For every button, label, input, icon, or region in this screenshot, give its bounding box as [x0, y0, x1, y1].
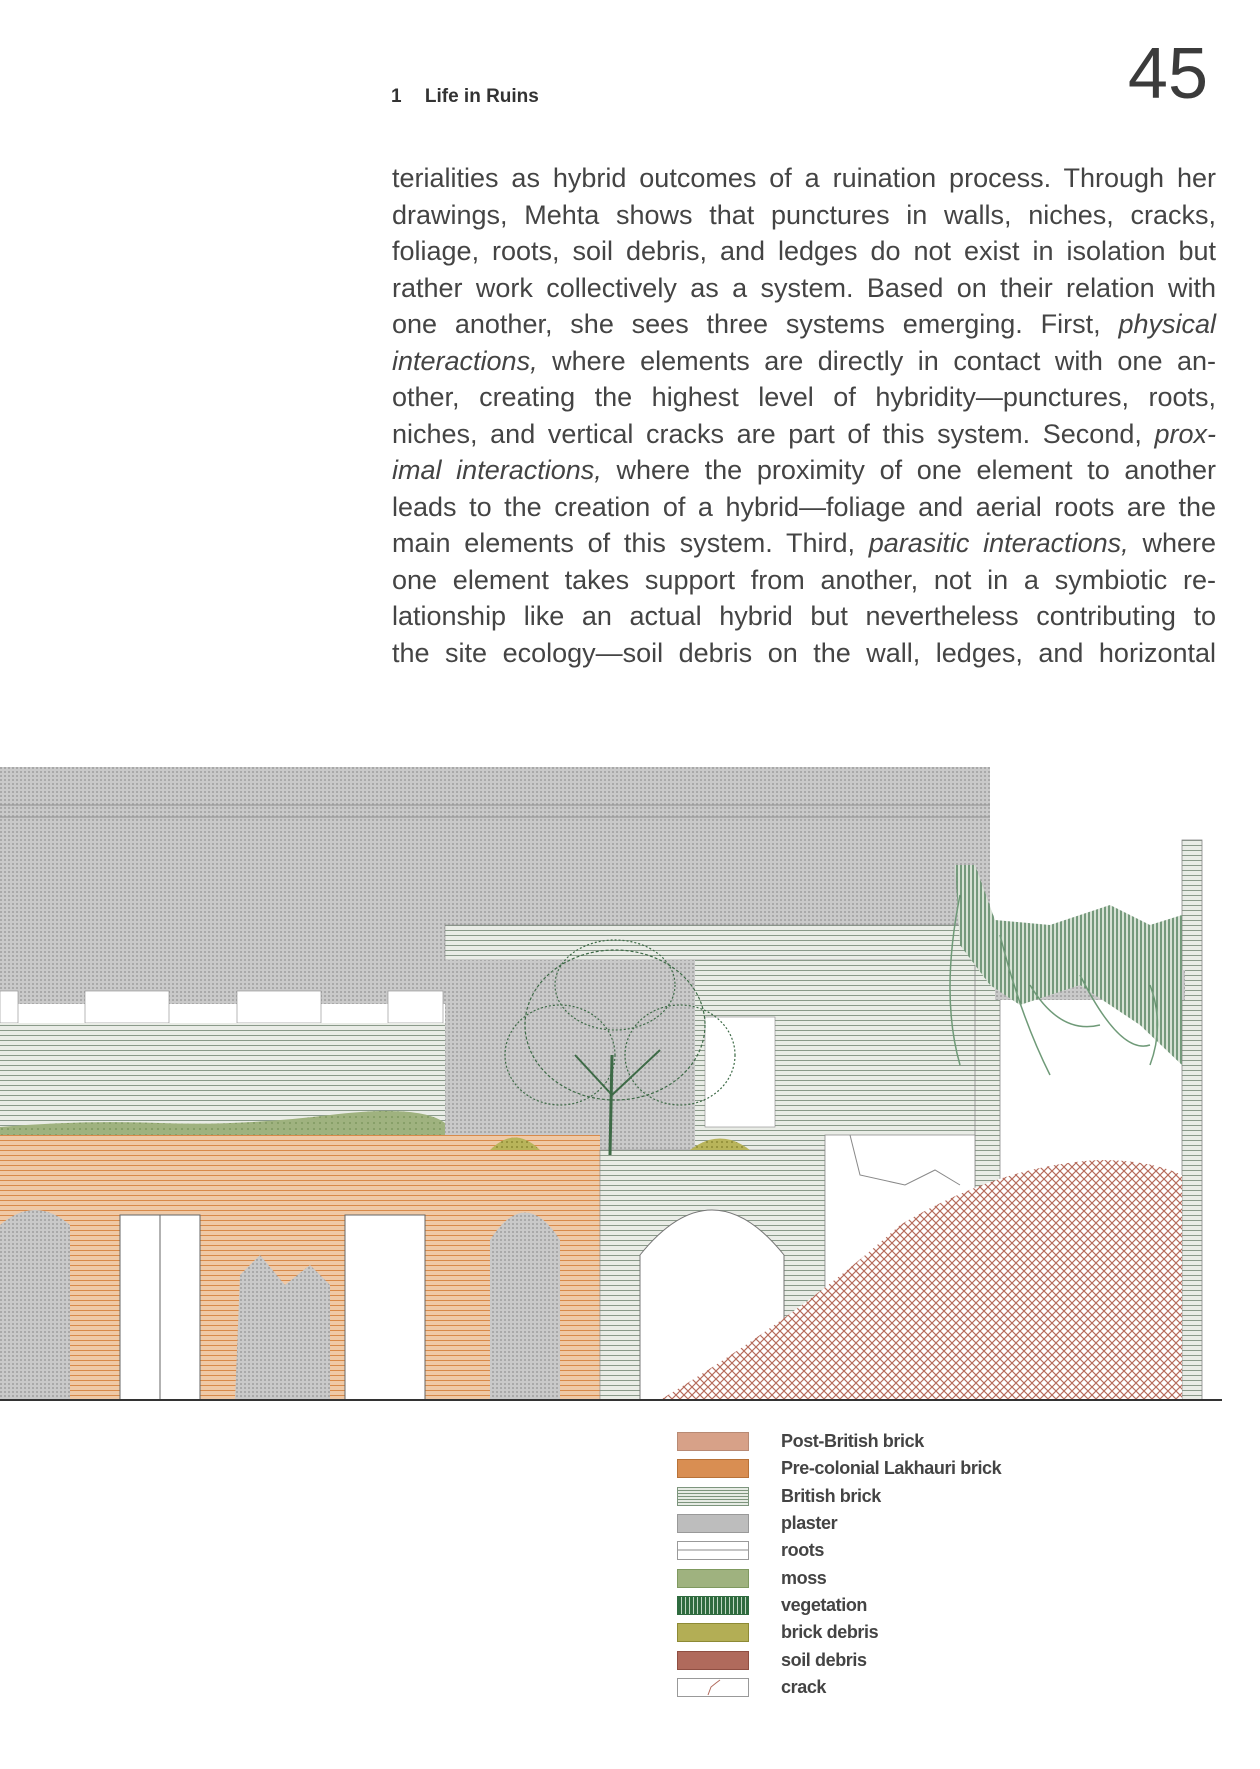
legend-item-lakhauri-brick: [677, 1455, 1001, 1482]
text-run: leads to the creation of a hybrid—foliage and aerial roots are the: [392, 491, 1216, 522]
text-run: the site ecology—soil debris on the wall, ledges, and horizontal: [392, 637, 1216, 668]
page-number: 45: [1127, 34, 1208, 114]
plaster-block: [445, 960, 695, 1150]
legend-label: brick debris: [781, 1622, 879, 1643]
legend-label: Post-British brick: [781, 1431, 924, 1452]
doorway: [345, 1215, 425, 1400]
ruin-elevation-drawing: [0, 755, 1260, 1415]
material-legend: [677, 1428, 1001, 1701]
text-run: rather work collectively as a system. Based on their relation with: [392, 272, 1216, 303]
text-line: [392, 598, 1216, 635]
text-line: [392, 562, 1216, 599]
legend-label: Pre-colonial Lakhauri brick: [781, 1458, 1002, 1479]
italic-term: interactions,: [392, 345, 538, 376]
arch-niche: [490, 1213, 560, 1401]
legend-label: vegetation: [781, 1594, 868, 1615]
brick-debris-swatch: [677, 1623, 749, 1642]
text-run: drawings, Mehta shows that punctures in walls, niches, cracks,: [392, 199, 1216, 230]
right-pillar: [1182, 840, 1202, 1400]
moss-swatch: [677, 1569, 749, 1588]
text-run: where elements are directly in contact with one an-: [537, 345, 1216, 376]
legend-label: plaster: [781, 1513, 838, 1534]
opening-white: [705, 1017, 775, 1127]
upper-plaster-wall: [0, 767, 990, 829]
text-run: one element takes support from another, not in a symbiotic re-: [392, 564, 1216, 595]
arch-niche: [0, 1210, 70, 1400]
text-line: [392, 233, 1216, 270]
text-run: one another, she sees three systems emerging. First,: [392, 309, 1119, 339]
text-line: [392, 379, 1216, 416]
running-header: [391, 86, 539, 108]
text-run: main elements of this system. Third,: [392, 528, 869, 558]
text-run: terialities as hybrid outcomes of a ruination process. Through her: [392, 163, 1216, 193]
legend-label: crack: [781, 1676, 827, 1697]
italic-term: physical: [1118, 309, 1216, 339]
legend-item-moss: [677, 1564, 1001, 1591]
window-opening: [237, 991, 321, 1023]
text-line: [392, 306, 1216, 343]
text-line: [392, 160, 1216, 197]
british-brick-block: [445, 925, 975, 960]
legend-item-vegetation: [677, 1592, 1001, 1619]
text-line: [392, 489, 1216, 526]
text-run: niches, and vertical cracks are part of this system. Second,: [392, 418, 1155, 449]
post-british-brick-swatch: [677, 1432, 749, 1451]
text-line: [392, 197, 1216, 234]
italic-term: prox-: [1154, 418, 1216, 449]
text-run: lationship like an actual hybrid but nevertheless contributing to: [392, 601, 1216, 631]
text-line: [392, 525, 1216, 562]
legend-item-soil-debris: [677, 1646, 1001, 1673]
text-run: where: [1128, 528, 1216, 558]
legend-item-crack: [677, 1674, 1001, 1701]
legend-item-british-brick: [677, 1483, 1001, 1510]
vegetation-swatch: [677, 1596, 749, 1615]
lakhauri-brick-swatch: [677, 1459, 749, 1478]
soil-debris-swatch: [677, 1651, 749, 1670]
body-paragraph: [392, 160, 1216, 671]
legend-label: roots: [781, 1540, 825, 1561]
legend-item-plaster: [677, 1510, 1001, 1537]
chapter-number: 1: [391, 86, 402, 107]
window-opening: [0, 991, 18, 1023]
british-brick-swatch: [677, 1487, 749, 1506]
text-line: [392, 270, 1216, 307]
legend-label: British brick: [781, 1485, 881, 1506]
chapter-title: Life in Ruins: [424, 86, 539, 107]
legend-item-brick-debris: [677, 1619, 1001, 1646]
legend-item-roots: [677, 1537, 1001, 1564]
window-opening: [85, 991, 169, 1023]
text-run: foliage, roots, soil debris, and ledges do not exist in isolation but: [392, 236, 1216, 266]
text-run: where the proximity of one element to another: [601, 455, 1216, 485]
text-run: other, creating the highest level of hybridity—punctures, roots,: [392, 382, 1216, 412]
legend-item-post-british-brick: [677, 1428, 1001, 1455]
window-opening: [388, 991, 443, 1023]
crack-swatch: [677, 1678, 749, 1697]
plaster-swatch: [677, 1514, 749, 1533]
italic-term: imal interactions,: [392, 455, 602, 485]
legend-label: soil debris: [781, 1649, 867, 1670]
legend-label: moss: [781, 1567, 827, 1588]
text-line: [392, 343, 1216, 380]
text-line: [392, 635, 1216, 672]
italic-term: parasitic interactions,: [868, 528, 1129, 558]
text-line: [392, 416, 1216, 453]
text-line: [392, 452, 1216, 489]
roots-swatch: [677, 1541, 749, 1560]
